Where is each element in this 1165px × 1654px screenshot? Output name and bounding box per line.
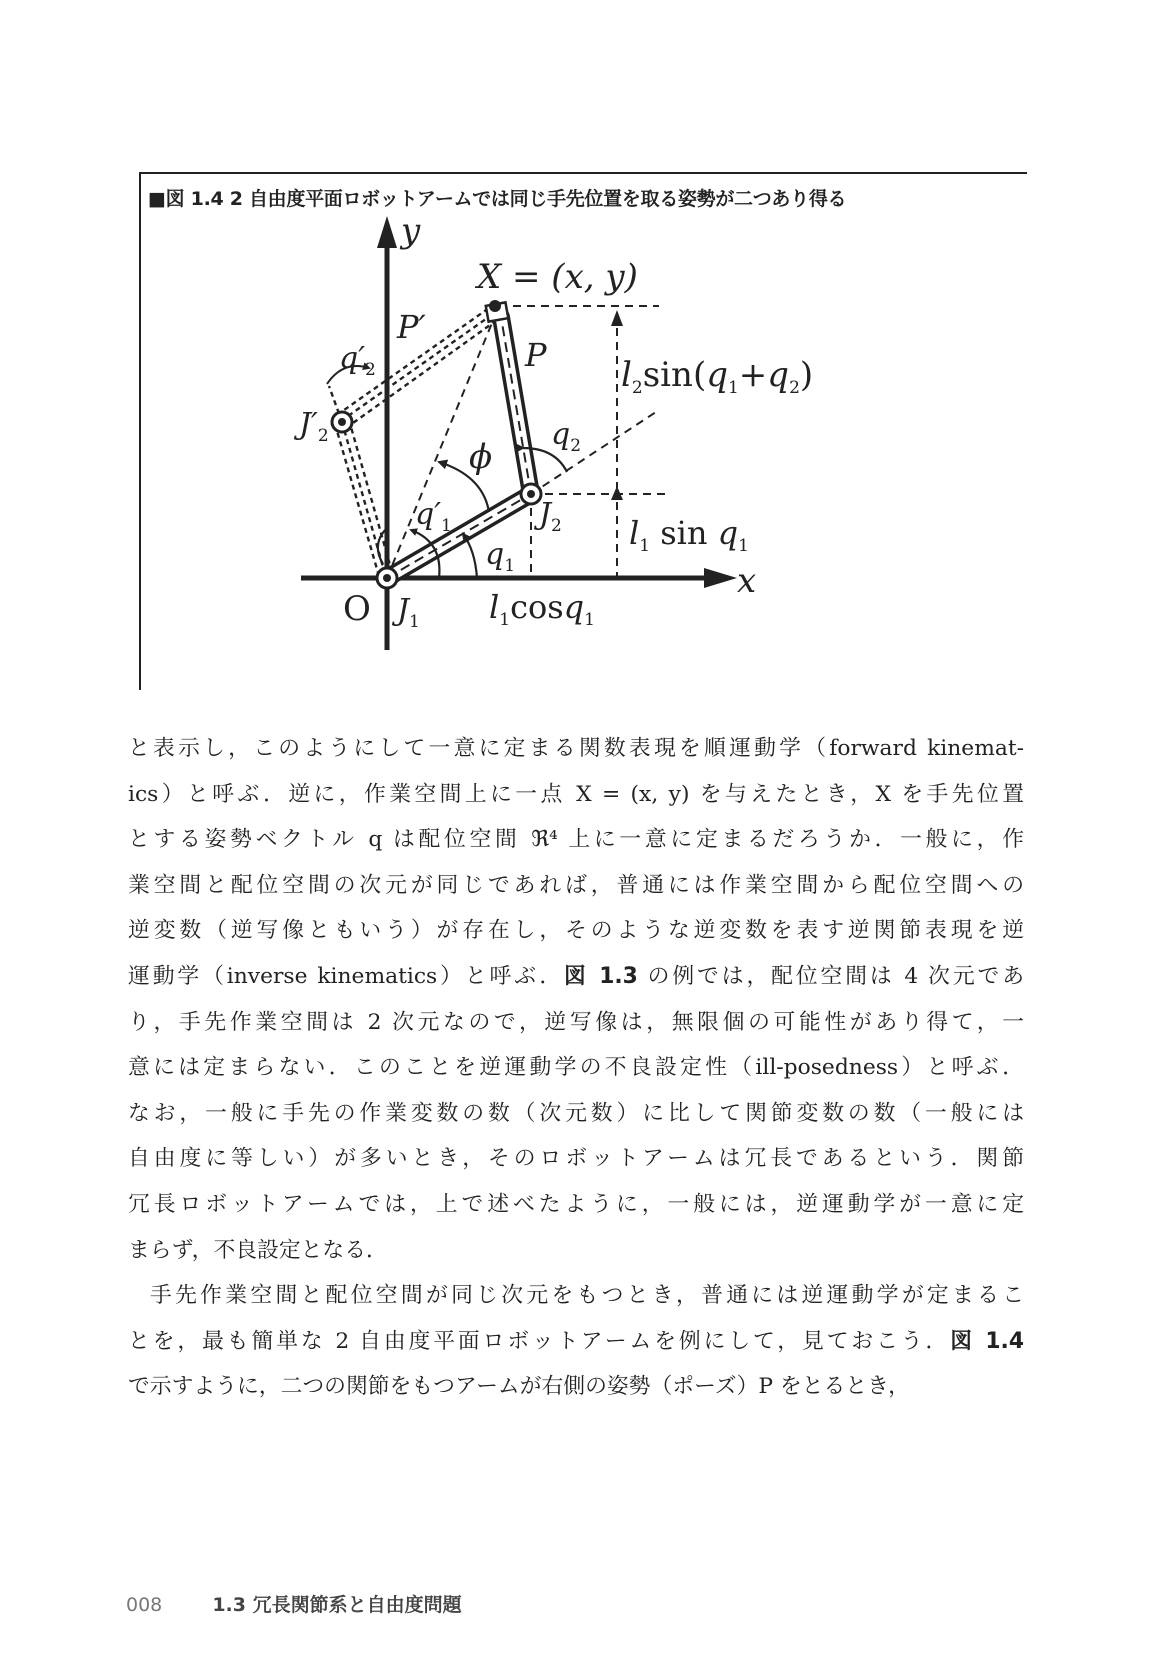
y-axis-label: y bbox=[401, 211, 421, 251]
body-line-text: の例では，配位空間は 4 次元であ bbox=[637, 963, 1025, 989]
body-line-with-figure-ref bbox=[128, 1319, 1024, 1365]
body-line: ics）と呼ぶ．逆に，作業空間上に一点 X = (x, y) を与えたとき，X を手先位置 bbox=[128, 781, 1024, 807]
body-line-text: 運動学（inverse kinematics）と呼ぶ． bbox=[128, 963, 565, 989]
q2-label: $q_2$ bbox=[551, 417, 582, 456]
body-line: まらず，不良設定となる． bbox=[128, 1237, 388, 1263]
joint-j1 bbox=[377, 568, 397, 588]
body-line: 業空間と配位空間の次元が同じであれば，普通には作業空間から配位空間への bbox=[128, 872, 1024, 898]
y-axis-arrow bbox=[377, 216, 397, 248]
target-label: X = (x, y) bbox=[477, 257, 638, 297]
joint-j2 bbox=[521, 484, 541, 504]
body-line-with-figure-ref bbox=[128, 954, 1024, 1000]
body-line: 逆変数（逆写像ともいう）が存在し，そのような逆変数を表す逆関節表現を逆 bbox=[128, 918, 1024, 944]
target-point bbox=[489, 300, 501, 312]
l2sin-label: $l_2\sin(q_1+q_2)$ bbox=[621, 355, 814, 398]
body-line: と表示し，このようにして一意に定まる関数表現を順運動学（forward kinemat- bbox=[128, 736, 1024, 761]
figure-caption: ■図 1.4 2 自由度平面ロボットアームでは同じ手先位置を取る姿勢が二つあり得る bbox=[148, 188, 847, 210]
q1-prime-label: $q'_1$ bbox=[415, 497, 452, 536]
body-line: り，手先作業空間は 2 次元なので，逆写像は，無限個の可能性があり得て，一 bbox=[128, 1009, 1024, 1035]
j2-prime-label: $J'_2$ bbox=[299, 407, 329, 446]
figure-reference-1-4: 図 1.4 bbox=[950, 1328, 1025, 1354]
phi-label: ϕ bbox=[469, 437, 493, 477]
j1-label: $J_1$ bbox=[397, 593, 420, 632]
body-line: で示すように，二つの関節をもつアームが右側の姿勢（ポーズ）P をとるとき， bbox=[128, 1374, 910, 1400]
origin-label: O bbox=[343, 589, 371, 629]
pose-p-label: P bbox=[525, 336, 547, 374]
body-line: 冗長ロボットアームでは，上で述べたように，一般には，逆運動学が一意に定 bbox=[128, 1191, 1024, 1217]
figure-reference-1-3: 図 1.3 bbox=[564, 963, 638, 989]
body-line: 意には定まらない．このことを逆運動学の不良設定性（ill-posedness）と呼ぶ． bbox=[128, 1055, 1024, 1081]
q1-label: $q_1$ bbox=[485, 537, 516, 576]
robot-arm-diagram bbox=[139, 172, 1027, 690]
q2-prime-label: $q'_2$ bbox=[339, 341, 376, 380]
page-footer bbox=[126, 1590, 462, 1617]
body-line: なお，一般に手先の作業変数の数（次元数）に比して関節変数の数（一般には bbox=[128, 1100, 1024, 1126]
x-axis-label: x bbox=[737, 561, 757, 601]
page-number: 008 bbox=[126, 1594, 163, 1616]
body-line: 自由度に等しい）が多いとき，そのロボットアームは冗長であるという．関節 bbox=[128, 1146, 1024, 1172]
body-line: 手先作業空間と配位空間が同じ次元をもつとき，普通には逆運動学が定まるこ bbox=[150, 1283, 1024, 1309]
joint-j2-prime bbox=[332, 412, 352, 432]
pose-p-prime-label: P′ bbox=[397, 308, 426, 346]
body-paragraphs bbox=[128, 726, 1024, 1410]
body-line-text: とを，最も簡単な 2 自由度平面ロボットアームを例にして，見ておこう． bbox=[128, 1328, 951, 1354]
l1cos-label: $l_1\cos q_1$ bbox=[489, 588, 595, 630]
x-axis-arrow bbox=[704, 568, 737, 588]
body-line: とする姿勢ベクトル q は配位空間 ℜ⁴ 上に一意に定まるだろうか．一般に，作 bbox=[128, 827, 1024, 853]
dimension-arrow-up bbox=[611, 310, 623, 326]
running-section-title: 1.3 冗長関節系と自由度問題 bbox=[212, 1594, 462, 1616]
j2-label: $J_2$ bbox=[539, 497, 562, 536]
l1sin-label: $l_1$ $\sin q_1$ bbox=[629, 514, 749, 556]
